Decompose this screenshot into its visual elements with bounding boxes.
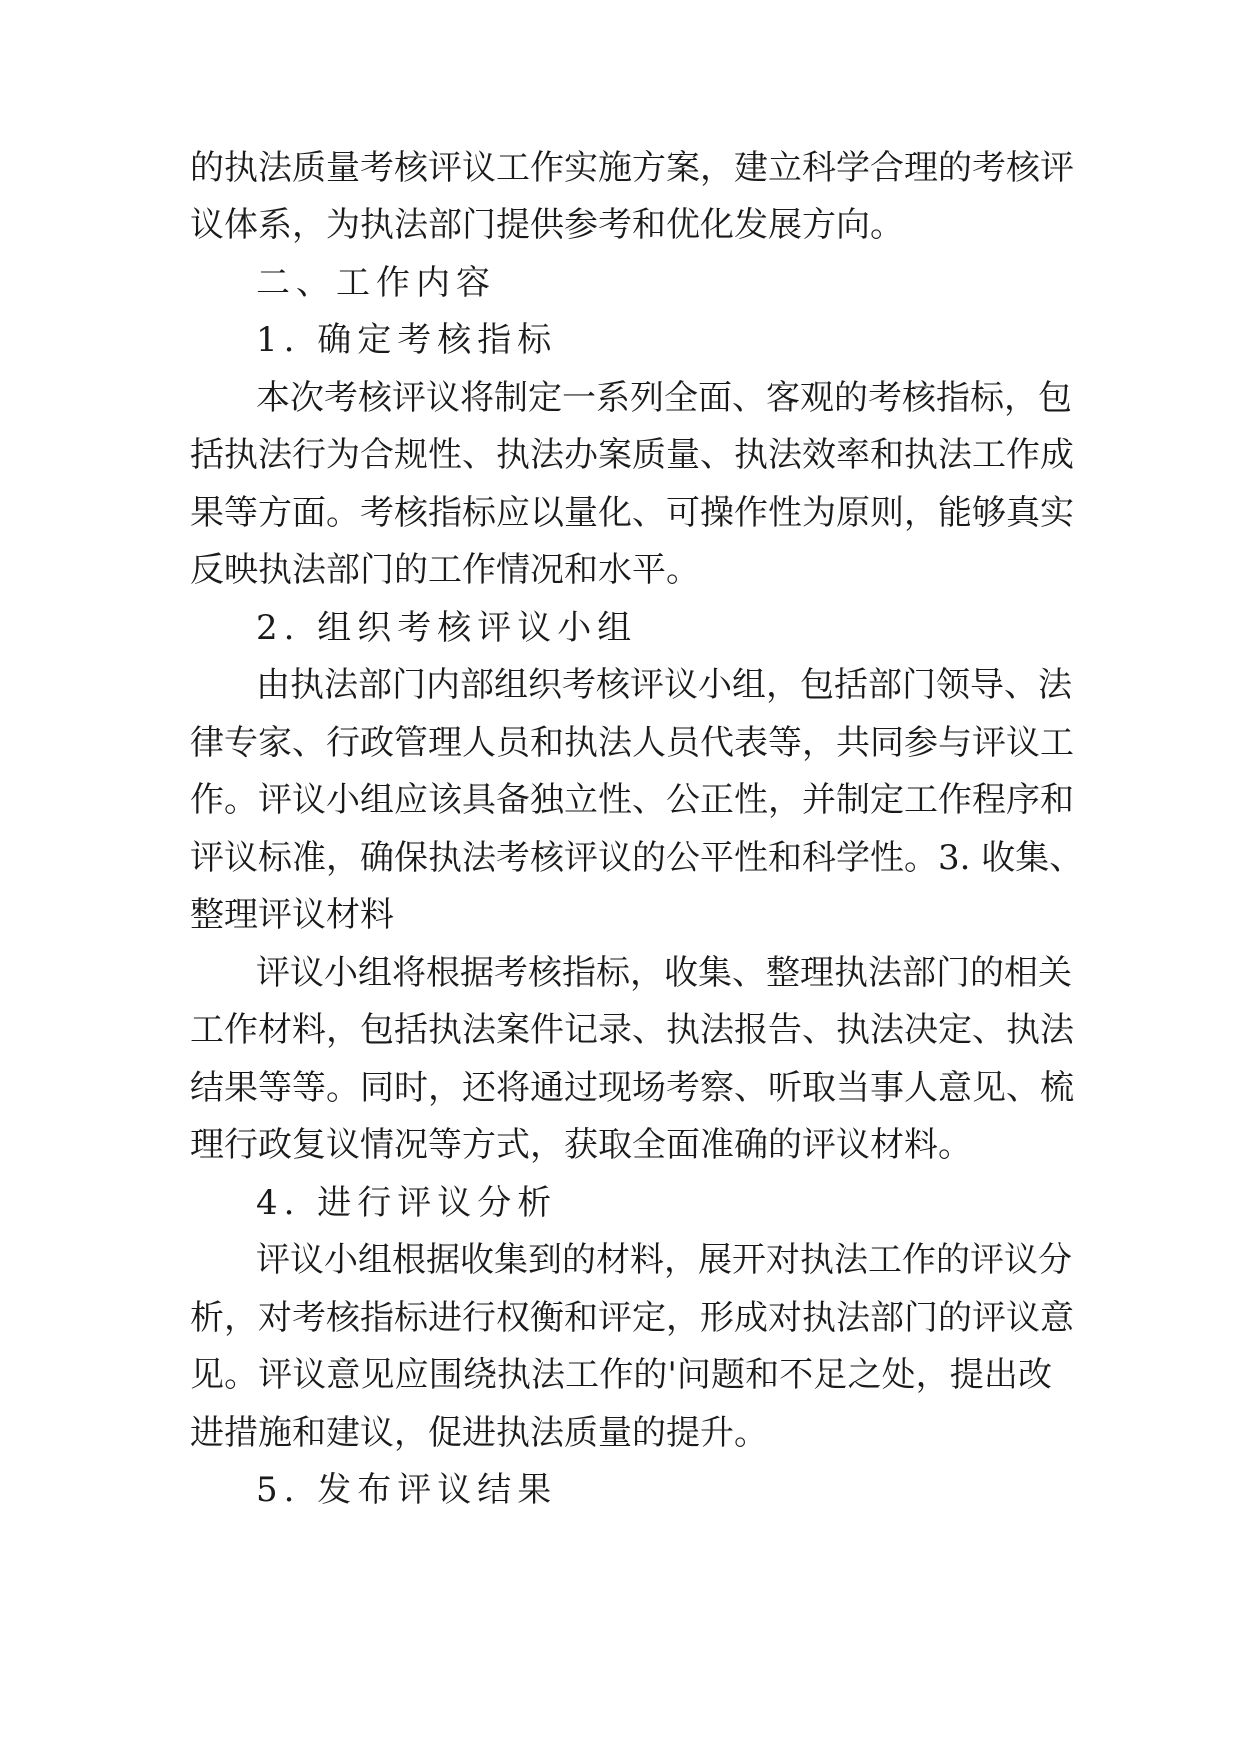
paragraph-line: 议体系，为执法部门提供参考和优化发展方向。: [190, 205, 904, 245]
paragraph-line: 括执法行为合规性、执法办案质量、执法效率和执法工作成: [190, 435, 1074, 475]
subsection-heading: 5. 发布评议结果: [256, 1470, 558, 1510]
paragraph-line: 果等方面。考核指标应以量化、可操作性为原则，能够真实: [190, 493, 1074, 533]
paragraph-line: 评议标准，确保执法考核评议的公平性和科学性。3. 收集、: [190, 838, 1084, 878]
paragraph-line: 工作材料，包括执法案件记录、执法报告、执法决定、执法: [190, 1010, 1074, 1050]
paragraph-line: 由执法部门内部组织考核评议小组，包括部门领导、法: [256, 665, 1072, 705]
paragraph-line: 的执法质量考核评议工作实施方案，建立科学合理的考核评: [190, 148, 1074, 188]
paragraph-line: 结果等等。同时，还将通过现场考察、听取当事人意见、梳: [190, 1068, 1074, 1108]
paragraph-line: 理行政复议情况等方式，获取全面准确的评议材料。: [190, 1125, 972, 1165]
paragraph-line: 作。评议小组应该具备独立性、公正性，并制定工作程序和: [190, 780, 1074, 820]
subsection-heading: 1. 确定考核指标: [256, 320, 558, 360]
subsection-heading: 4. 进行评议分析: [256, 1183, 558, 1223]
subsection-heading: 2. 组织考核评议小组: [256, 608, 638, 648]
paragraph-line: 整理评议材料: [190, 895, 394, 935]
paragraph-line: 评议小组将根据考核指标，收集、整理执法部门的相关: [256, 953, 1072, 993]
paragraph-line: 见。评议意见应围绕执法工作的'问题和不足之处，提出改: [190, 1355, 1052, 1395]
section-heading: 二、工作内容: [256, 263, 496, 303]
paragraph-line: 评议小组根据收集到的材料，展开对执法工作的评议分: [256, 1240, 1072, 1280]
paragraph-line: 律专家、行政管理人员和执法人员代表等，共同参与评议工: [190, 723, 1074, 763]
paragraph-line: 反映执法部门的工作情况和水平。: [190, 550, 700, 590]
paragraph-line: 本次考核评议将制定一系列全面、客观的考核指标，包: [256, 378, 1072, 418]
paragraph-line: 进措施和建议，促进执法质量的提升。: [190, 1413, 768, 1453]
paragraph-line: 析，对考核指标进行权衡和评定，形成对执法部门的评议意: [190, 1298, 1074, 1338]
